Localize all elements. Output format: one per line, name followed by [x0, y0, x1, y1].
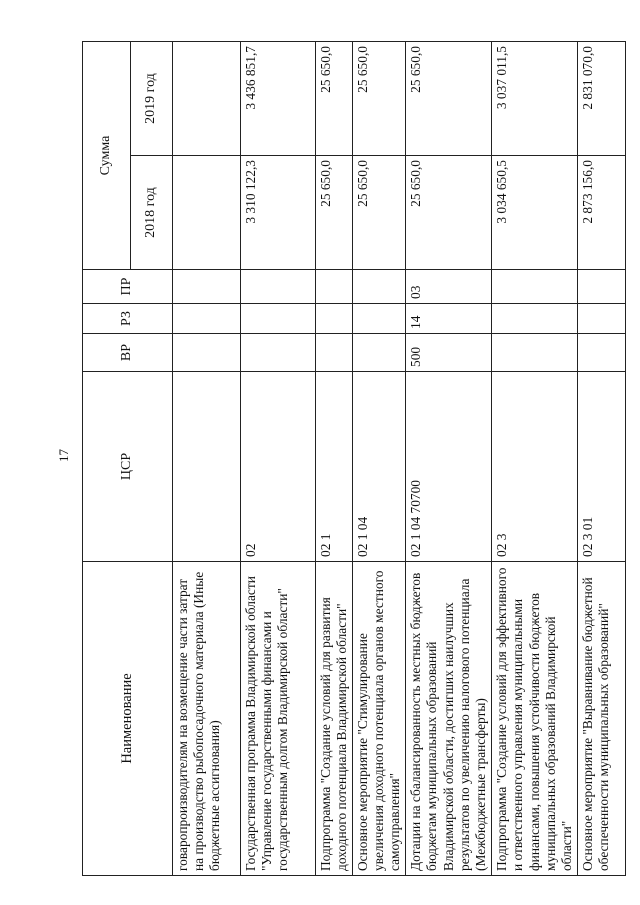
table-row: [353, 42, 406, 876]
cell-rz: [492, 304, 577, 334]
cell-sum-2019: 25 650,0: [353, 42, 406, 156]
table-header: [83, 42, 173, 876]
cell-sum-2019: 25 650,0: [406, 42, 492, 156]
cell-sum-2019: 2 831 070,0: [577, 42, 625, 156]
cell-name: говаропроизводителям на возмещение части затрат на производство рыбопосадочного материала (Иные бюджетные ассигнования): [173, 562, 241, 876]
cell-vr: [577, 334, 625, 372]
cell-tsr: 02 1: [316, 372, 353, 562]
cell-pr: [241, 270, 316, 304]
cell-pr: [577, 270, 625, 304]
cell-tsr: 02 3 01: [577, 372, 625, 562]
cell-sum-2018: 2 873 156,0: [577, 156, 625, 270]
cell-tsr: 02 1 04: [353, 372, 406, 562]
cell-sum-2019: 3 436 851,7: [241, 42, 316, 156]
cell-vr: [241, 334, 316, 372]
table-row: [316, 42, 353, 876]
cell-pr: 03: [406, 270, 492, 304]
cell-name: Подпрограмма "Создание условий для эффективного и ответственного управления муниципальными финансами, повышения устойчивости бюджетов муниципальных образований Владимирской области": [492, 562, 577, 876]
header-tsr: ЦСР: [83, 372, 173, 562]
cell-tsr: 02 1 04 70700: [406, 372, 492, 562]
cell-tsr: 02: [241, 372, 316, 562]
budget-table: [82, 41, 626, 876]
table-row: [577, 42, 625, 876]
header-sum: Сумма: [83, 42, 131, 270]
cell-name: Основное мероприятие "Выравнивание бюджетной обеспеченности муниципальных образований": [577, 562, 625, 876]
header-rz: РЗ: [83, 304, 173, 334]
cell-sum-2018: 3 310 122,3: [241, 156, 316, 270]
header-pr: ПР: [83, 270, 173, 304]
cell-sum-2018: 25 650,0: [406, 156, 492, 270]
cell-tsr: [173, 372, 241, 562]
cell-pr: [316, 270, 353, 304]
cell-tsr: 02 3: [492, 372, 577, 562]
cell-rz: [316, 304, 353, 334]
header-vr: ВР: [83, 334, 173, 372]
rotated-table-container: [82, 42, 620, 876]
table-row: [241, 42, 316, 876]
cell-rz: 14: [406, 304, 492, 334]
cell-sum-2019: 25 650,0: [316, 42, 353, 156]
cell-name: Подпрограмма "Создание условий для развития доходного потенциала Владимирской области": [316, 562, 353, 876]
header-year-2018: 2018 год: [131, 156, 173, 270]
cell-pr: [173, 270, 241, 304]
table-body: [173, 42, 626, 876]
cell-name: Государственная программа Владимирской области "Управление государственными финансами и государственным долгом Владимирской области": [241, 562, 316, 876]
table-row: [406, 42, 492, 876]
cell-rz: [173, 304, 241, 334]
cell-name: Дотации на сбалансированность местных бюджетов бюджетам муниципальных образований Владимирской области, достигших наилучших результатов по увеличению налогового потенциала (Межбюджетные трансферты): [406, 562, 492, 876]
cell-rz: [577, 304, 625, 334]
table-row: [492, 42, 577, 876]
header-name: Наименование: [83, 562, 173, 876]
cell-rz: [241, 304, 316, 334]
cell-pr: [353, 270, 406, 304]
cell-rz: [353, 304, 406, 334]
cell-sum-2019: 3 037 011,5: [492, 42, 577, 156]
cell-vr: [173, 334, 241, 372]
cell-name: Основное мероприятие "Стимулирование увеличения доходного потенциала органов местного самоуправления": [353, 562, 406, 876]
header-year-2019: 2019 год: [131, 42, 173, 156]
cell-sum-2018: 25 650,0: [353, 156, 406, 270]
cell-vr: [316, 334, 353, 372]
cell-sum-2018: 3 034 650,5: [492, 156, 577, 270]
table-row: [173, 42, 241, 876]
cell-sum-2019: [173, 42, 241, 156]
cell-vr: [492, 334, 577, 372]
cell-sum-2018: 25 650,0: [316, 156, 353, 270]
cell-sum-2018: [173, 156, 241, 270]
page-number: 17: [56, 449, 71, 462]
cell-pr: [492, 270, 577, 304]
cell-vr: 500: [406, 334, 492, 372]
cell-vr: [353, 334, 406, 372]
